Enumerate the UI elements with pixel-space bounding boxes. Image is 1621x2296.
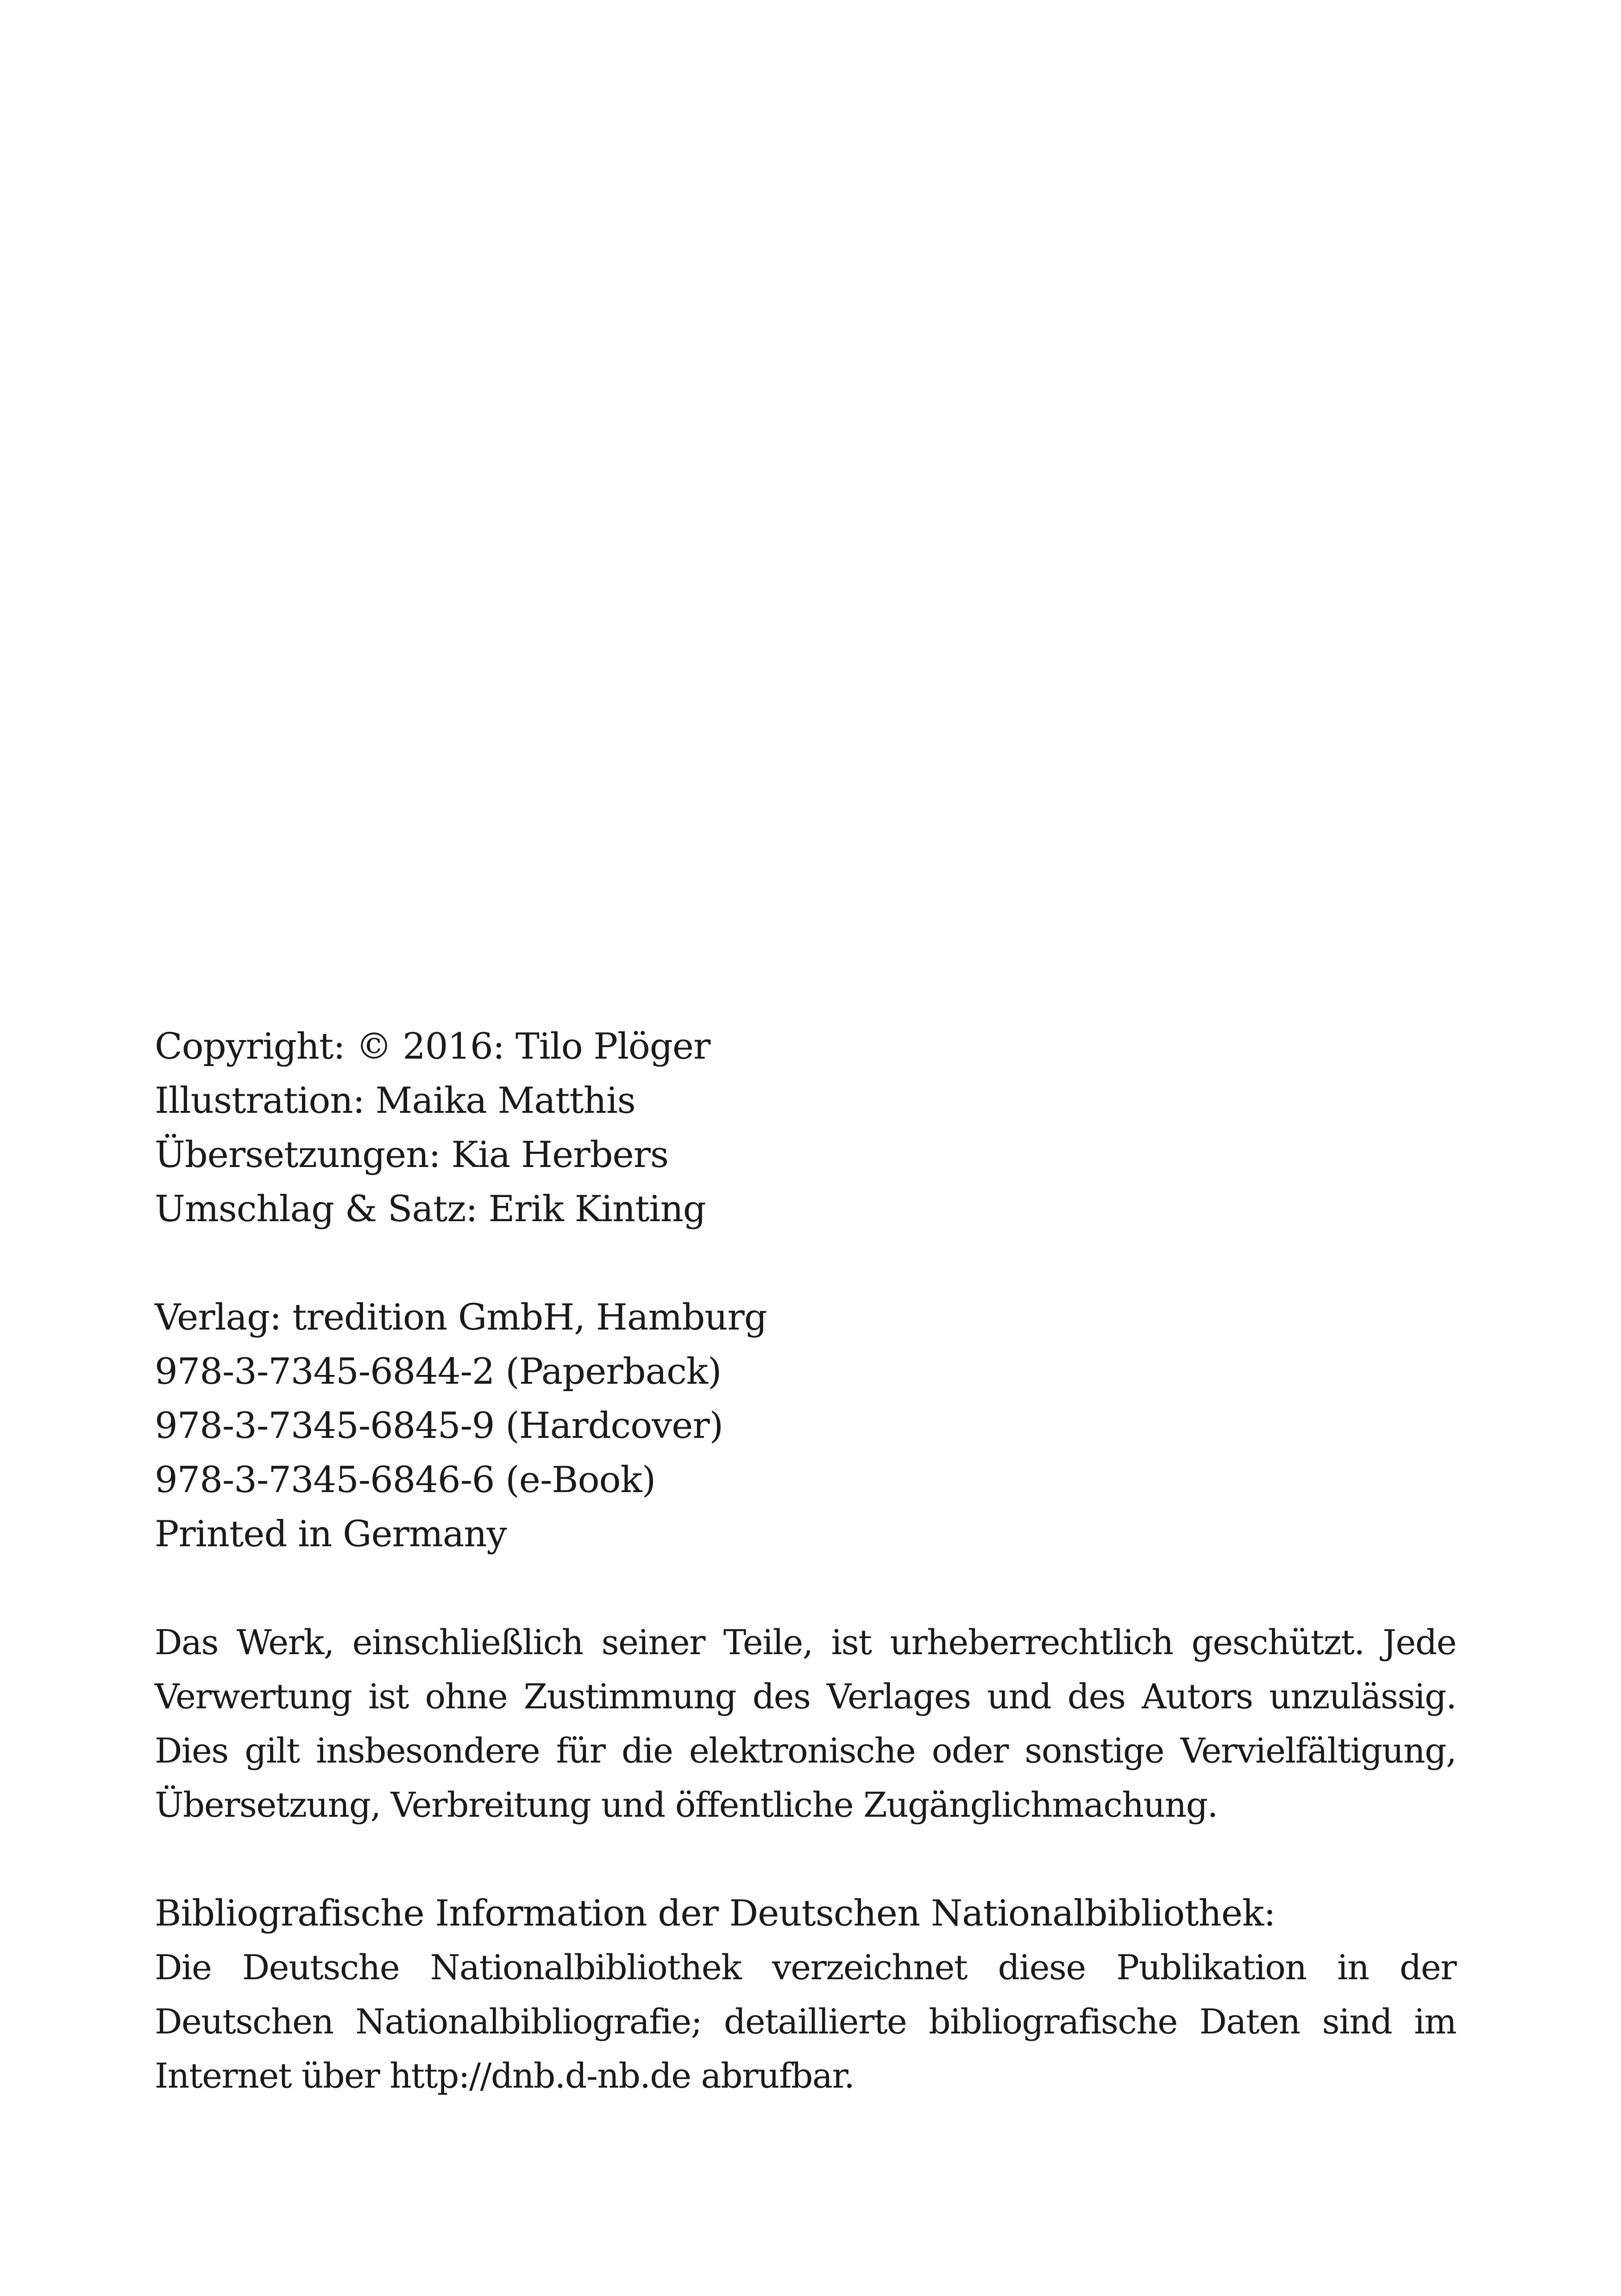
printed-in-line: Printed in Germany [155,1513,507,1555]
publication-block [155,1291,1456,1562]
translation-credit: Übersetzungen: Kia Herbers [155,1134,668,1176]
bibliographic-text: Die Deutsche Nationalbibliothek verzeichnet diese Publikation in der Deutschen Nationalbibliografie; detaillierte bibliografische Daten sind im Internet über http://dnb.d-nb.de abrufbar. [155,1948,1456,2096]
legal-notice-paragraph: Das Werk, einschließlich seiner Teile, ist urheberrechtlich geschützt. Jede Verwertung ist ohne Zustimmung des Verlages und des Autors unzulässig. Dies gilt insbesondere für die elektronische oder sonstige Vervielfältigung, Übersetzung, Verbreitung und öffentliche Zugänglichmachung. [155,1623,1456,1825]
cover-typesetting-credit: Umschlag & Satz: Erik Kinting [155,1188,706,1230]
isbn-ebook: 978-3-7345-6846-6 (e-Book) [155,1459,656,1501]
bibliographic-heading: Bibliografische Information der Deutschen Nationalbibliothek: [155,1893,1275,1934]
isbn-paperback: 978-3-7345-6844-2 (Paperback) [155,1351,722,1393]
isbn-hardcover: 978-3-7345-6845-9 (Hardcover) [155,1405,723,1447]
illustration-credit: Illustration: Maika Matthis [155,1080,635,1122]
publisher-line: Verlag: tredition GmbH, Hamburg [155,1297,767,1338]
copyright-line: Copyright: © 2016: Tilo Plöger [155,1026,710,1067]
imprint-section [155,1020,1456,2103]
credits-block [155,1020,1456,1236]
bibliographic-block [155,1887,1456,2103]
